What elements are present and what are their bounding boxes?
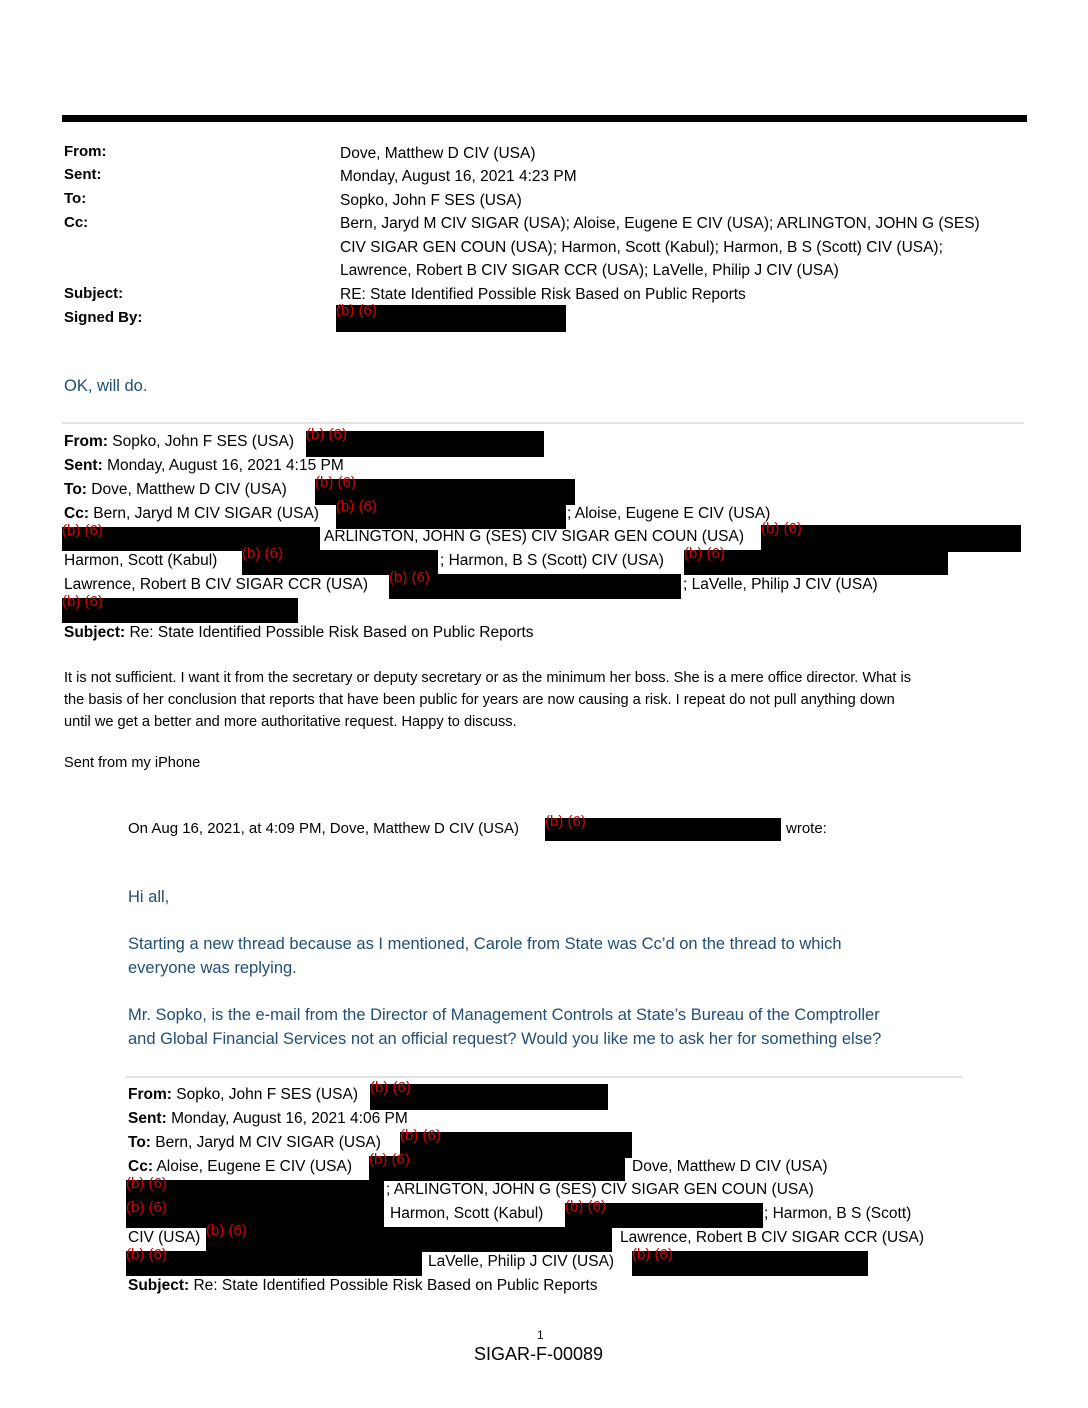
- header-cc-line-3: Lawrence, Robert B CIV SIGAR CCR (USA); LaVelle, Philip J CIV (USA): [340, 262, 839, 279]
- msg1-from-label: From:: [64, 433, 108, 450]
- redaction-code: (b) (6): [684, 545, 725, 562]
- quoted-separator: [126, 1076, 962, 1078]
- msg2-cc-6: CIV (USA): [128, 1229, 201, 1246]
- page-number: 1: [537, 1328, 544, 1342]
- msg2-cc-4: Harmon, Scott (Kabul): [390, 1205, 544, 1222]
- msg1-body-line-3: until we get a better and more authoritative request. Happy to discuss.: [64, 714, 517, 730]
- msg1-body: [64, 667, 1029, 733]
- signed-by-label: Signed By:: [64, 309, 143, 326]
- msg2-cc-5: ; Harmon, B S (Scott): [764, 1205, 912, 1222]
- header-cc-line-1: Bern, Jaryd M CIV SIGAR (USA); Aloise, Eugene E CIV (USA); ARLINGTON, JOHN G (SES): [340, 215, 980, 232]
- msg1-body-line-1: It is not sufficient. I want it from the secretary or deputy secretary or as the minimum her boss. She is a mere office director. What is: [64, 670, 912, 686]
- msg1-cc-4: Harmon, Scott (Kabul): [64, 552, 218, 569]
- redaction-code: (b) (6): [389, 569, 430, 586]
- msg2-cc-1: Aloise, Eugene E CIV (USA): [156, 1158, 352, 1175]
- msg1-cc-label: Cc:: [64, 505, 89, 522]
- msg2-subject: Re: State Identified Possible Risk Based on Public Reports: [193, 1277, 598, 1294]
- msg2-cc-label: Cc:: [128, 1158, 153, 1175]
- msg2-sent-label: Sent:: [128, 1110, 167, 1127]
- msg2-from: Sopko, John F SES (USA): [176, 1086, 359, 1103]
- msg1-cc-2: ; Aloise, Eugene E CIV (USA): [567, 505, 771, 522]
- msg1-body-line-2: the basis of her conclusion that reports that have been public for years are now causing a risk. I repeat do not pull anything down: [64, 692, 895, 708]
- quoted-intro-suffix: wrote:: [786, 820, 827, 837]
- msg2-subject-label: Subject:: [128, 1277, 190, 1294]
- msg1-signature: Sent from my iPhone: [64, 755, 201, 771]
- header-rule: [62, 115, 1027, 122]
- msg2-sent-line: [128, 1110, 408, 1128]
- msg1-cc-7: ; LaVelle, Philip J CIV (USA): [683, 576, 878, 593]
- msg1-cc-6: Lawrence, Robert B CIV SIGAR CCR (USA): [64, 576, 369, 593]
- msg2-from-label: From:: [128, 1086, 172, 1103]
- quoted-greeting: Hi all,: [128, 888, 170, 906]
- sent-label: Sent:: [64, 166, 102, 183]
- msg2-cc-7: Lawrence, Robert B CIV SIGAR CCR (USA): [620, 1229, 925, 1246]
- msg1-cc-3: ARLINGTON, JOHN G (SES) CIV SIGAR GEN COUN (USA): [324, 528, 744, 545]
- redaction-code: (b) (6): [400, 1127, 441, 1144]
- redaction-code: (b) (6): [336, 302, 377, 319]
- quoted-intro: On Aug 16, 2021, at 4:09 PM, Dove, Matthew D CIV (USA): [128, 820, 520, 837]
- redaction-code: (b) (6): [315, 474, 356, 491]
- header-subject: RE: State Identified Possible Risk Based on Public Reports: [340, 286, 746, 303]
- redaction-code: (b) (6): [126, 1199, 167, 1216]
- redaction-code: (b) (6): [126, 1175, 167, 1192]
- to-label: To:: [64, 190, 87, 207]
- redaction-code: (b) (6): [565, 1198, 606, 1215]
- msg1-sent: Monday, August 16, 2021 4:15 PM: [107, 457, 344, 474]
- msg1-from-line: [64, 433, 294, 451]
- msg2-to-label: To:: [128, 1134, 151, 1151]
- redaction-code: (b) (6): [336, 498, 377, 515]
- cc-label: Cc:: [64, 214, 89, 231]
- msg1-to-line: [64, 481, 287, 499]
- msg1-sent-line: [64, 457, 344, 475]
- redaction-code: (b) (6): [761, 520, 802, 537]
- msg2-cc-line-1: [128, 1158, 352, 1176]
- redaction-code: (b) (6): [369, 1151, 410, 1168]
- redaction-code: (b) (6): [126, 1246, 167, 1263]
- msg1-sent-label: Sent:: [64, 457, 103, 474]
- msg1-subject-label: Subject:: [64, 624, 126, 641]
- redaction-code: (b) (6): [62, 593, 103, 610]
- redaction-code: (b) (6): [370, 1079, 411, 1096]
- msg2-from-line: [128, 1086, 358, 1104]
- document-id: SIGAR-F-00089: [474, 1344, 604, 1364]
- msg2-subject-line: [128, 1277, 598, 1295]
- header-cc-line-2: CIV SIGAR GEN COUN (USA); Harmon, Scott (Kabul); Harmon, B S (Scott) CIV (USA);: [340, 239, 943, 256]
- msg2-to-line: [128, 1134, 381, 1152]
- msg2-sent: Monday, August 16, 2021 4:06 PM: [171, 1110, 408, 1127]
- msg1-cc-1: Bern, Jaryd M CIV SIGAR (USA): [93, 505, 319, 522]
- quoted-para2-line-2: and Global Financial Services not an official request? Would you like me to ask her for something else?: [128, 1030, 882, 1048]
- header-from: Dove, Matthew D CIV (USA): [340, 145, 536, 162]
- redaction-code: (b) (6): [632, 1246, 673, 1263]
- msg1-to-label: To:: [64, 481, 87, 498]
- msg1-cc-line-1: [64, 505, 319, 523]
- quoted-para1-line-1: Starting a new thread because as I mentioned, Carole from State was Cc’d on the thread to which: [128, 935, 842, 953]
- message-separator: [62, 422, 1024, 424]
- quoted-para1-line-2: everyone was replying.: [128, 959, 297, 977]
- msg1-cc-5: ; Harmon, B S (Scott) CIV (USA): [440, 552, 664, 569]
- msg2-to: Bern, Jaryd M CIV SIGAR (USA): [155, 1134, 381, 1151]
- quoted-para2-line-1: Mr. Sopko, is the e-mail from the Director of Management Controls at State’s Bureau of the Comptroller: [128, 1006, 880, 1024]
- redaction-code: (b) (6): [242, 545, 283, 562]
- redaction-code: (b) (6): [545, 813, 586, 830]
- msg1-from: Sopko, John F SES (USA): [112, 433, 295, 450]
- redaction-code: (b) (6): [62, 522, 103, 539]
- header-to: Sopko, John F SES (USA): [340, 192, 522, 209]
- msg2-cc-2: Dove, Matthew D CIV (USA): [632, 1158, 828, 1175]
- redaction-code: (b) (6): [206, 1222, 247, 1239]
- msg1-subject-line: [64, 624, 534, 642]
- subject-label: Subject:: [64, 285, 124, 302]
- msg1-to: Dove, Matthew D CIV (USA): [91, 481, 287, 498]
- msg2-cc-8: LaVelle, Philip J CIV (USA): [428, 1253, 615, 1270]
- from-label: From:: [64, 143, 107, 160]
- msg2-cc-3: ; ARLINGTON, JOHN G (SES) CIV SIGAR GEN COUN (USA): [386, 1181, 814, 1198]
- reply-text: OK, will do.: [64, 377, 148, 395]
- msg1-subject: Re: State Identified Possible Risk Based on Public Reports: [129, 624, 534, 641]
- header-sent: Monday, August 16, 2021 4:23 PM: [340, 168, 577, 185]
- redaction-code: (b) (6): [306, 426, 347, 443]
